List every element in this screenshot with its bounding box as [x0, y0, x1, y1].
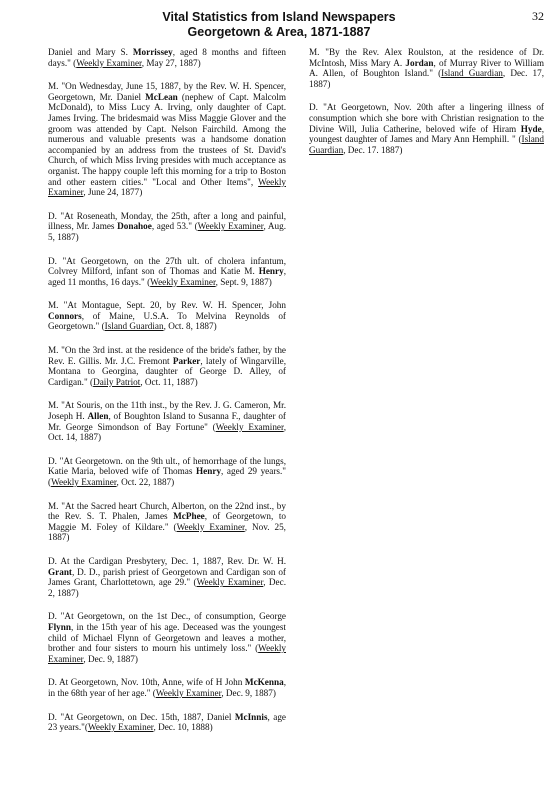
entry-text: M. "At Montague, Sept. 20, by Rev. W. H. Spencer, John — [48, 300, 286, 311]
entry-text: , aged 8 months and fifteen days." ( — [48, 47, 286, 68]
entry-text: , in the 68th year of her age." ( — [48, 677, 286, 698]
surname: McLean — [145, 91, 178, 102]
source-citation: Weekly Examiner — [196, 577, 264, 588]
entry-text: D. At the Cardigan Presbytery, Dec. 1, 1887, Rev. Dr. W. H. — [48, 555, 286, 566]
surname: Morrissey — [132, 47, 173, 57]
record-entry — [48, 611, 286, 664]
surname: Flynn — [48, 621, 71, 632]
source-citation: Weekly Examiner — [215, 421, 284, 432]
entry-text: Daniel and Mary S. — [48, 47, 133, 57]
source-citation: Weekly Examiner — [176, 521, 245, 532]
record-entry — [48, 256, 286, 288]
record-entry — [48, 456, 286, 488]
surname: Henry — [258, 266, 284, 277]
record-entry — [309, 102, 544, 155]
page-subtitle: Georgetown & Area, 1871-1887 — [187, 25, 371, 39]
record-entry — [48, 47, 286, 68]
entry-date: , Dec. 17. 1887) — [343, 144, 403, 155]
record-entry — [48, 501, 286, 543]
page-header — [0, 10, 558, 40]
entry-text: , D. D., parish priest of Georgetown and Cardigan son of James Grant, Charlottetown, age 29." ( — [48, 566, 286, 588]
source-citation: Weekly Examiner — [48, 643, 286, 664]
surname: Donahoe — [117, 221, 152, 232]
entry-text: , of Murray River to William A. Allen, of Boughton Island." ( — [309, 57, 544, 79]
record-entry — [48, 712, 286, 733]
entry-text: , aged 11 months, 16 days." ( — [48, 266, 286, 287]
entry-date: , Oct. 22, 1887) — [116, 477, 175, 487]
surname: Allen — [87, 411, 109, 422]
record-entry — [48, 211, 286, 243]
record-entry — [48, 345, 286, 387]
source-citation: Island Guardian — [309, 134, 544, 155]
entry-text: D. "At Georgetown. on the 9th ult., of hemorrhage of the lungs, Katie Maria, beloved wife of Thomas — [48, 455, 286, 477]
entry-text: , of Georgetown, to Maggie M. Foley of Kildare." ( — [48, 511, 286, 532]
entry-text: , age 23 years."( — [48, 711, 286, 733]
entry-text: , of Maine, U.S.A. To Melvina Reynolds of Georgetown." ( — [48, 310, 286, 332]
entry-text: D. "At Georgetown, on the 1st Dec., of consumption, George — [48, 611, 286, 622]
entry-text: M. "At Souris, on the 11th inst., by the Rev. J. G. Cameron, Mr. Joseph H. — [48, 400, 286, 422]
source-citation: Weekly Examiner — [87, 722, 154, 733]
surname: Grant — [48, 566, 72, 577]
record-entry — [48, 81, 286, 198]
record-entry — [48, 400, 286, 442]
left-column — [48, 47, 286, 746]
right-column — [309, 47, 544, 168]
surname: Connors — [48, 310, 82, 321]
surname: McPhee — [173, 511, 205, 522]
entry-date: , Oct. 14, 1887) — [48, 421, 286, 443]
page-title: Vital Statistics from Island Newspapers — [162, 10, 396, 24]
entry-date: , Dec. 9, 1887) — [83, 653, 138, 664]
entry-date: , Dec. 2, 1887) — [48, 577, 286, 598]
source-citation: Weekly Examiner — [51, 477, 117, 487]
surname: Henry — [196, 466, 222, 477]
entry-text: D. "At Georgetown, on the 27th ult. of cholera infantum, Colvrey Milford, infant son of Thomas and Katie M. — [48, 255, 286, 277]
entry-date: , Oct. 8, 1887) — [163, 321, 217, 332]
source-citation: Weekly Examiner — [76, 57, 142, 68]
source-citation: Weekly Examiner — [48, 176, 286, 198]
surname: Parker — [172, 355, 201, 366]
record-entry — [309, 47, 544, 89]
entry-date: , Dec. 17, 1887) — [309, 68, 544, 89]
entry-text: M. "On the 3rd inst. at the residence of the bride's father, by the Rev. E. Gillis. Mr. J.C. Fremont — [48, 345, 286, 366]
source-citation: Island Guardian — [441, 68, 503, 79]
record-entry — [48, 556, 286, 598]
record-entry — [48, 677, 286, 698]
entry-text: D. At Georgetown, Nov. 10th, Anne, wife of H John — [48, 677, 245, 688]
entry-date: , June 24, 1877) — [83, 187, 143, 198]
source-citation: Daily Patriot — [93, 376, 141, 387]
entry-date: , Dec. 9, 1887) — [221, 687, 276, 698]
surname: Hyde — [520, 123, 542, 134]
entry-text: , lately of Wingarville, Montana to Georgina, daughter of George D. Alley, of Cardigan." ( — [48, 355, 287, 387]
surname: McInnis — [234, 711, 268, 722]
page-number: 32 — [532, 9, 544, 23]
record-entry — [48, 300, 286, 332]
entry-text: , aged 53." ( — [151, 221, 198, 232]
entry-text: M. "On Wednesday, June 15, 1887, by the Rev. W. H. Spencer, Georgetown, Mr. Daniel — [48, 81, 286, 102]
entry-text: M. "At the Sacred heart Church, Alberton, on the 22nd inst., by the Rev. S. T. Phalen, James — [48, 500, 286, 522]
entry-date: , May 27, 1887) — [141, 57, 201, 68]
entry-text: , of Boughton Island to Susanna F., daughter of Mr. George Simondson of Bay Fortune" ( — [48, 411, 286, 432]
entry-text: , aged 29 years." ( — [48, 466, 287, 487]
entry-date: , Aug. 5, 1887) — [48, 221, 287, 242]
entry-text: D. "At Roseneath, Monday, the 25th, after a long and painful, illness, Mr. James — [48, 210, 286, 232]
source-citation: Weekly Examiner — [155, 687, 222, 698]
surname: Jordan — [405, 57, 434, 68]
entry-text: , youngest daughter of James and Mary Ann Hemphill. " ( — [309, 123, 544, 145]
surname: McKenna — [244, 677, 284, 688]
entry-text: (nephew of Capt. Malcolm McDonald), to Miss Lucy A. Irving, only daughter of Capt. James Irving. The bridesmaid was Miss Maggie Glover and the groom was attended by Capt. Nelson Fairchild. Among the numerous and valuable presents was a handsome donation accompanied by an address from the trustees of St. David's Church, of which Miss Irving presides with much acceptance as organist. The happy couple left this morning for a trip to Boston and other eastern cities." "Local and Other Items", — [48, 91, 286, 187]
source-citation: Weekly Examiner — [150, 276, 216, 287]
entry-date: , Dec. 10, 1888) — [153, 722, 213, 733]
entry-text: D. "At Georgetown, on Dec. 15th, 1887, Daniel — [48, 711, 235, 722]
entry-date: , Sept. 9, 1887) — [215, 276, 272, 287]
entry-text: , in the 15th year of his age. Deceased was the youngest child of Michael Flynn of Georgetown and leaves a mother, brother and four sisters to mourn his untimely loss." ( — [48, 621, 286, 654]
entry-date: , Nov. 25, 1887) — [48, 521, 286, 543]
entry-date: , Oct. 11, 1887) — [140, 376, 198, 387]
entry-text: M. "By the Rev. Alex Roulston, at the residence of Dr. McIntosh, Miss Mary A. — [309, 47, 544, 68]
entry-text: D. "At Georgetown, Nov. 20th after a lingering illness of consumption which she bore with Christian resignation to the Divine Will, Julia Catherine, beloved wife of Hiram — [309, 102, 544, 134]
source-citation: Island Guardian — [104, 321, 164, 332]
source-citation: Weekly Examiner — [197, 221, 264, 232]
